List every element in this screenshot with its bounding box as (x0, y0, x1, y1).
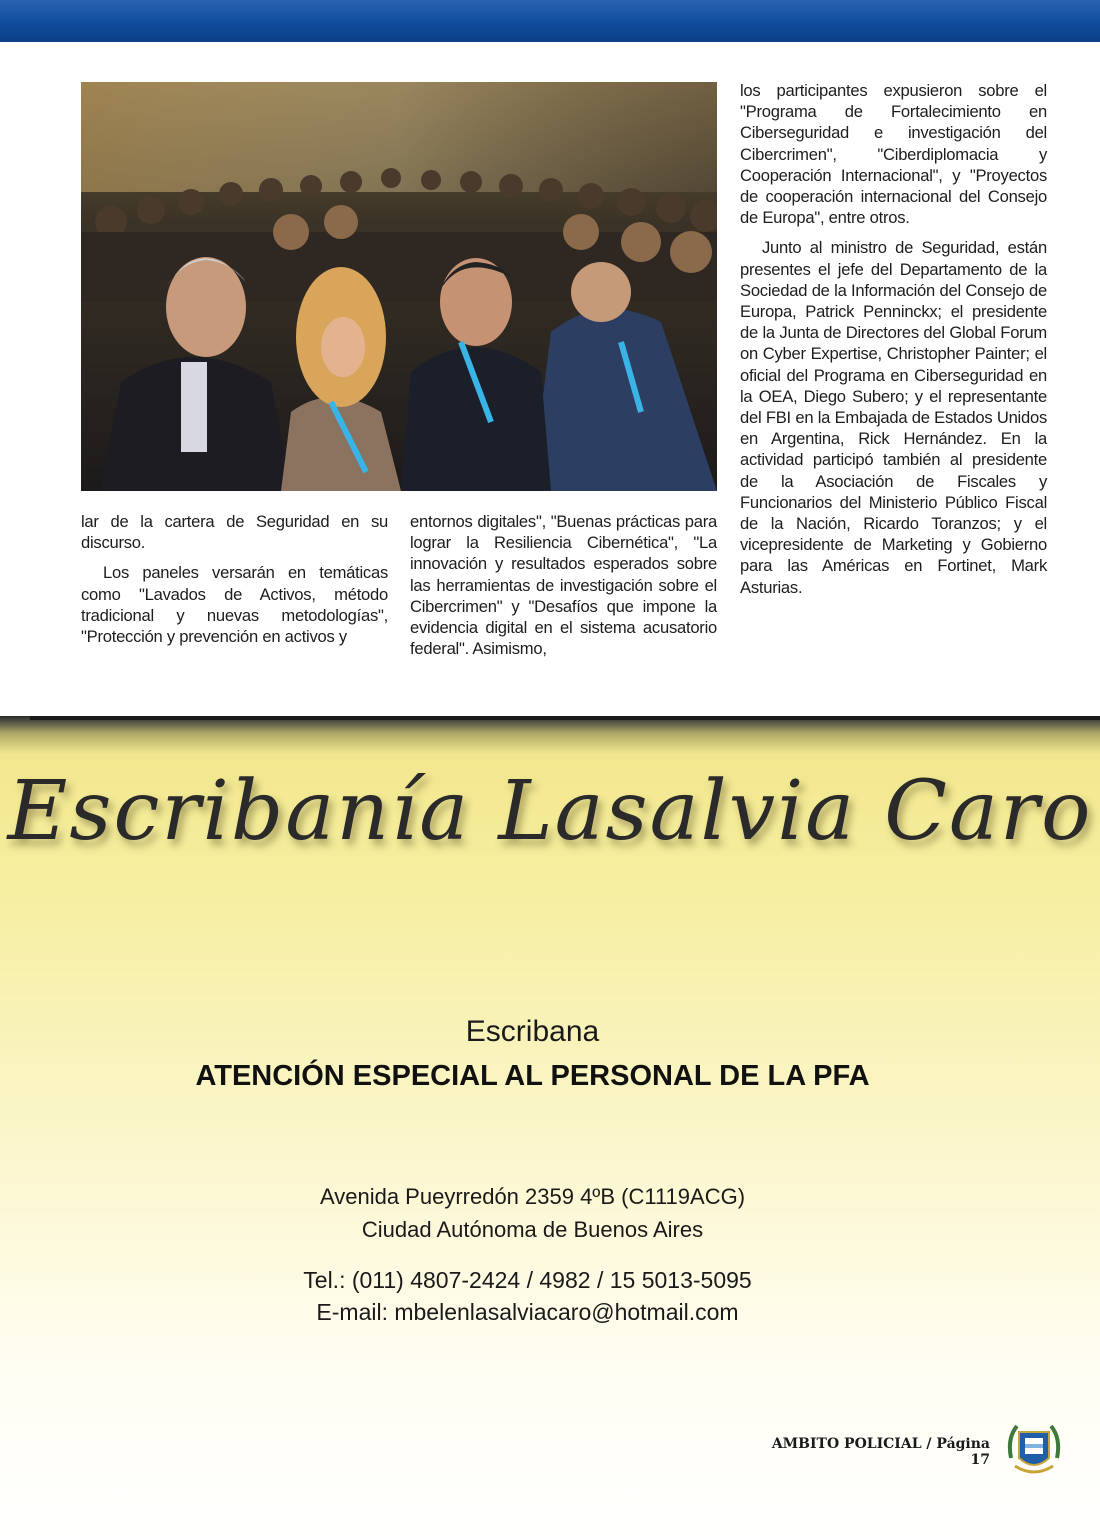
ad-title: Escribanía Lasalvia Caro (7, 764, 1093, 859)
phone-text: Tel.: (011) 4807-2424 / 4982 / 15 5013-5095 (303, 1267, 752, 1293)
article-column-2 (410, 511, 717, 668)
article-paragraph: lar de la cartera de Seguridad en su discurso. (81, 512, 388, 553)
ad-headline: ATENCIÓN ESPECIAL AL PERSONAL DE LA PFA (195, 1060, 870, 1092)
article-column-3 (740, 80, 1047, 607)
ad-address (0, 1180, 1065, 1246)
police-emblem-icon (1003, 1418, 1065, 1482)
ad-contact (0, 1264, 1055, 1328)
address-line-1: Avenida Pueyrredón 2359 4ºB (C1119ACG) (319, 1184, 746, 1209)
conference-audience-photo (81, 82, 717, 491)
email-text: E-mail: mbelenlasalviacaro@hotmail.com (316, 1299, 739, 1325)
ad-top-border (30, 716, 1100, 720)
page-footer-label: AMBITO POLICIAL / Página 17 (771, 1436, 990, 1468)
address-line-2: Ciudad Autónoma de Buenos Aires (361, 1217, 704, 1242)
article-paragraph: los participantes expusieron sobre el "Programa de Fortalecimiento en Ciberseguridad e investigación del Cibercrimen", "Ciberdiplomacia y Cooperación Internacional", y "Proyectos de cooperación internacional del Consejo de Europa", entre otros. (740, 81, 1047, 228)
ad-top-shadow (0, 716, 1100, 754)
audience-photo-illustration (81, 82, 717, 491)
article-paragraph: Junto al ministro de Seguridad, están presentes el jefe del Departamento de la Sociedad de la Información del Consejo de Europa, Patrick Penninckx; el presidente de la Junta de Directores del Global Forum on Cyber Expertise, Christopher Painter; el oficial del Programa en Ciberseguridad en la OEA, Diego Subero; y el representante del FBI en la Embajada de Estados Unidos en Argentina, Rick Hernández. En la actividad participó también al presidente de la Asociación de Fiscales y Funcionarios del Ministerio Público Fiscal de la Nación, Ricardo Toranzos; y el vicepresidente de Marketing y Gobierno para las Américas en Fortinet, Mark Asturias. (740, 238, 1047, 597)
top-color-bar (0, 0, 1100, 42)
article-column-1 (81, 511, 388, 656)
ad-subtitle: Escribana (465, 1015, 600, 1048)
article-paragraph: Los paneles versarán en temáticas como "Lavados de Activos, método tradicional y nuevas metodologías", "Protección y prevención en activos y (81, 563, 388, 647)
article-paragraph: entornos digitales", "Buenas prácticas para lograr la Resiliencia Cibernética", "La innovación y resultados esperados sobre las herramientas de investigación sobre el Cibercrimen" y "Desafíos que impone la evidencia digital en el sistema acusatorio federal". Asimismo, (410, 512, 717, 659)
